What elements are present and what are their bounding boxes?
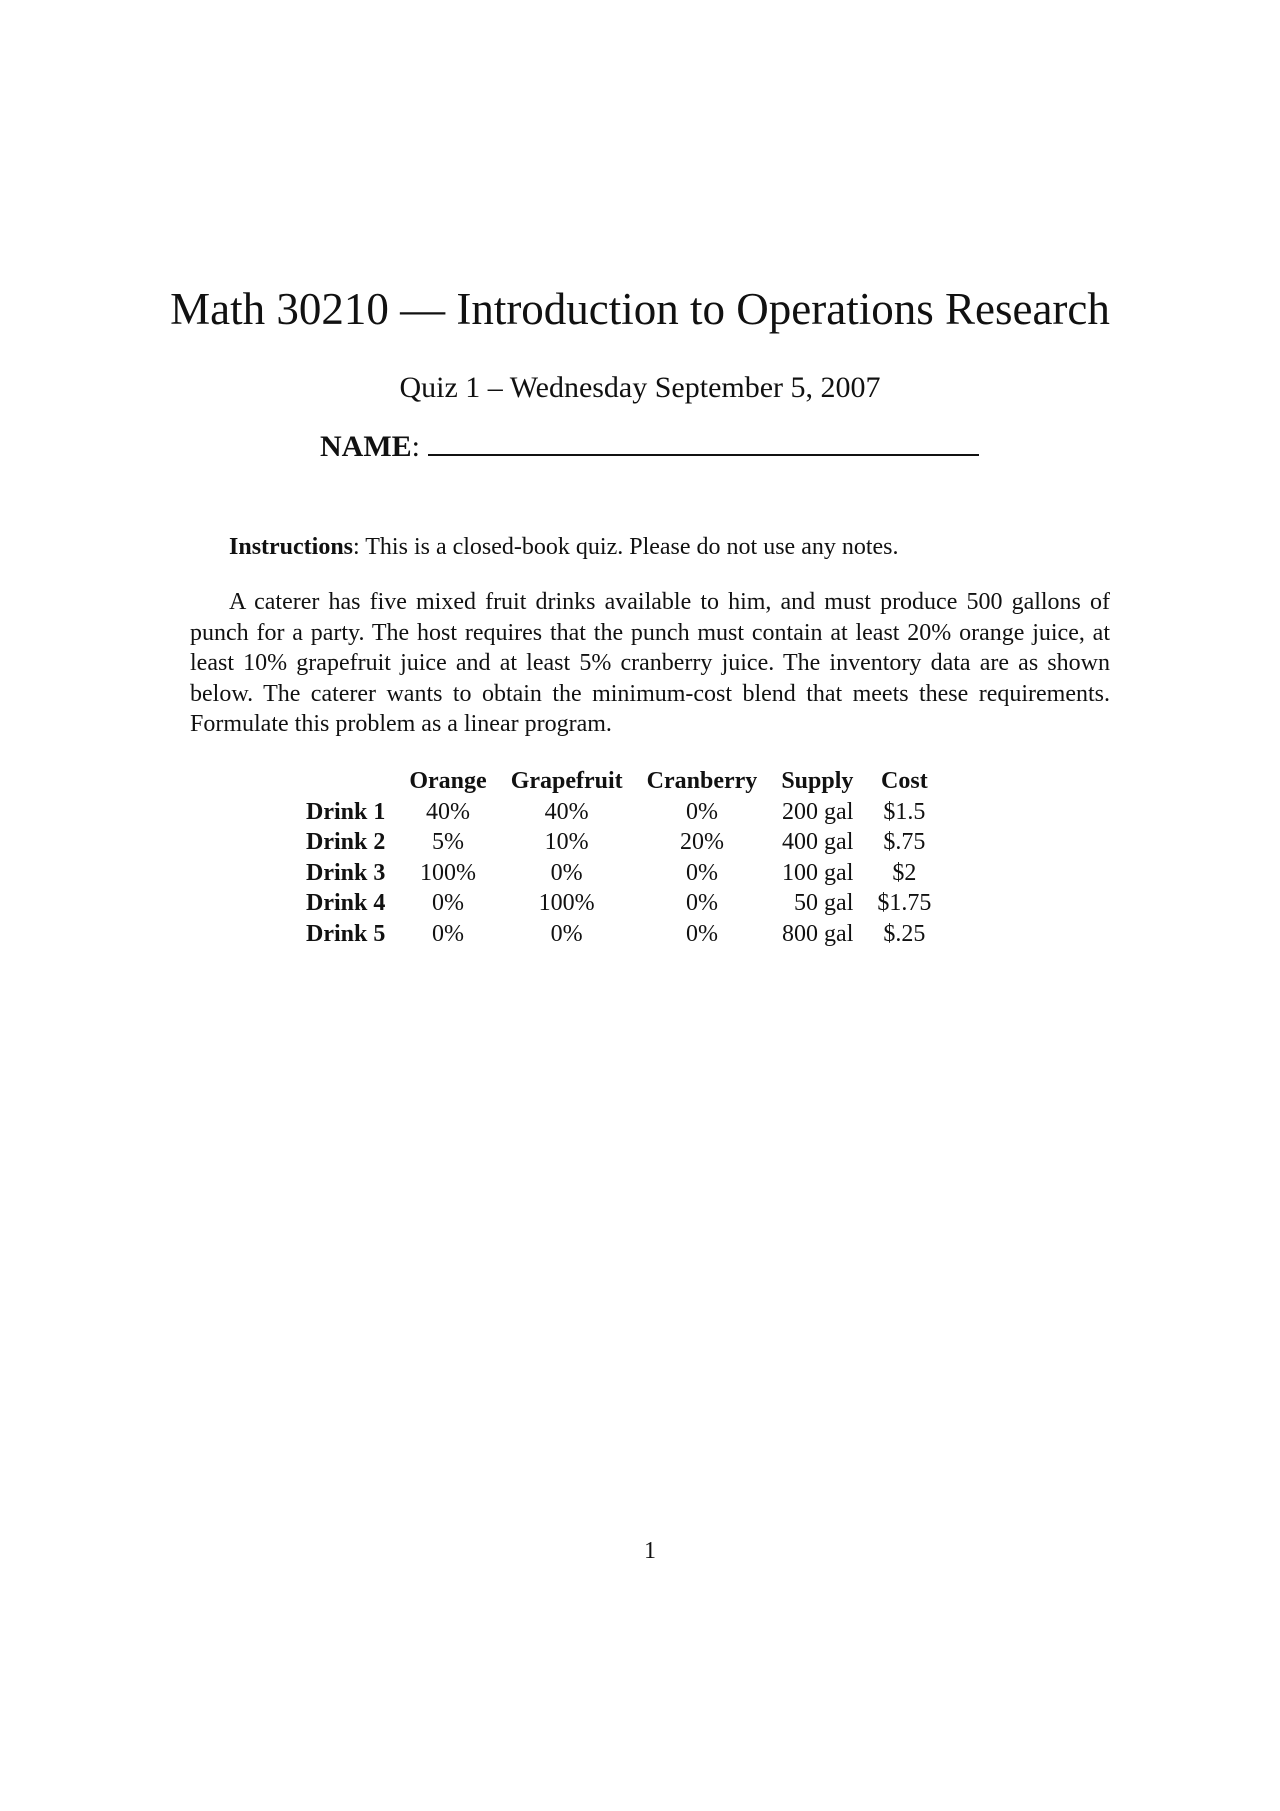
- name-blank-line: [428, 428, 979, 456]
- drink-name: Drink 1: [306, 798, 386, 825]
- table-row: [306, 858, 943, 889]
- instructions-label: Instructions: [229, 534, 354, 560]
- cranberry-cell: 20%: [679, 829, 724, 855]
- cranberry-cell: 0%: [685, 890, 718, 916]
- grapefruit-cell: 0%: [550, 920, 583, 947]
- cost-cell: $2: [892, 859, 917, 886]
- orange-cell: 0%: [432, 890, 465, 916]
- quiz-subtitle: Quiz 1 – Wednesday September 5, 2007: [399, 371, 881, 404]
- instructions: [229, 532, 899, 562]
- table-row: [306, 827, 943, 858]
- name-colon: :: [411, 430, 420, 463]
- table-header-row: [306, 766, 943, 797]
- drink-name: Drink 3: [306, 859, 386, 886]
- supply-cell: 400 gal: [782, 829, 854, 855]
- orange-cell: 100%: [420, 859, 477, 886]
- column-header-orange: Orange: [409, 768, 487, 794]
- cost-cell: $.75: [883, 829, 926, 855]
- page-title: Math 30210 — Introduction to Operations Research: [170, 284, 1110, 334]
- cranberry-cell: 0%: [685, 798, 718, 825]
- column-header-supply: Supply: [781, 768, 854, 794]
- table-row: [306, 797, 943, 828]
- cost-cell: $.25: [883, 920, 926, 947]
- grapefruit-cell: 0%: [550, 859, 583, 886]
- cranberry-cell: 0%: [685, 859, 718, 886]
- cost-cell: $1.75: [877, 890, 932, 916]
- drink-name: Drink 4: [306, 890, 386, 916]
- drink-name: Drink 5: [306, 920, 386, 947]
- column-header-drink: [306, 766, 397, 797]
- name-field-row: [320, 428, 979, 465]
- problem-statement: A caterer has five mixed fruit drinks available to him, and must produce 500 gallons of punch for a party. The host requires that the punch must contain at least 20% orange juice, at least 10% grapefruit juice and at least 5% cranberry juice. The inventory data are as shown below. The caterer wants to obtain the minimum-cost blend that meets these requirements. Formulate this problem as a linear program.: [190, 589, 1110, 737]
- table-row: [306, 919, 943, 950]
- inventory-table: [306, 766, 943, 949]
- column-header-grapefruit: Grapefruit: [510, 768, 623, 794]
- cranberry-cell: 0%: [685, 920, 718, 947]
- page-number: 1: [644, 1538, 656, 1564]
- orange-cell: 5%: [432, 829, 465, 855]
- supply-cell: 800 gal: [782, 920, 854, 947]
- cost-cell: $1.5: [883, 798, 926, 825]
- name-label: NAME: [320, 430, 412, 463]
- orange-cell: 40%: [426, 798, 471, 825]
- grapefruit-cell: 100%: [538, 890, 595, 916]
- instructions-colon: :: [353, 534, 360, 560]
- grapefruit-cell: 40%: [544, 798, 589, 825]
- supply-cell: 200 gal: [782, 798, 854, 825]
- supply-cell: 100 gal: [782, 859, 854, 886]
- orange-cell: 0%: [432, 920, 465, 947]
- drink-name: Drink 2: [306, 829, 386, 855]
- table-row: [306, 888, 943, 919]
- column-header-cost: Cost: [881, 768, 928, 794]
- column-header-cranberry: Cranberry: [646, 768, 758, 794]
- supply-cell: 50 gal: [794, 890, 854, 916]
- instructions-text: This is a closed-book quiz. Please do not use any notes.: [359, 534, 899, 560]
- grapefruit-cell: 10%: [544, 829, 589, 855]
